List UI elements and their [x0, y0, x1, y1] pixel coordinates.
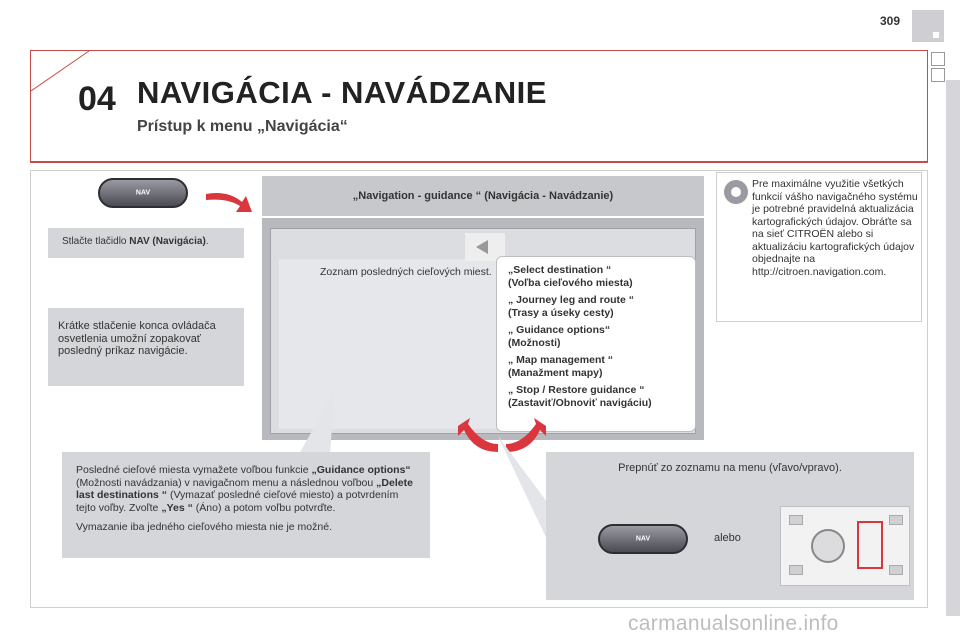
corner-dot [933, 32, 939, 38]
tip-text: Pre maximálne využitie všetkých funkcií vášho navigačného systému je potrebné pravidelná aktualizácia kartografických údajov. Obráťte sa na sieť CITROËN alebo si aktualizáciu kartografických údajov objednajte na http://citroen.navigation.com. [752, 178, 918, 278]
screen-title: „Navigation - guidance “ (Navigácia - Navádzanie) [262, 176, 704, 216]
side-marker-bottom [931, 68, 945, 82]
page-title: NAVIGÁCIA - NAVÁDZANIE [137, 75, 547, 110]
menu-item-sk: (Možnosti) [508, 337, 561, 349]
side-marker-top [931, 52, 945, 66]
menu-item-journey-leg[interactable] [508, 294, 698, 320]
text-run: Posledné cieľové miesta vymažete voľbou funkcie [76, 464, 312, 476]
callout-tail-left [290, 392, 340, 456]
menu-item-en: „ Journey leg and route “ [508, 294, 635, 306]
menu-item-guidance-options[interactable] [508, 324, 698, 350]
side-bar [946, 80, 960, 616]
nav-button-label: NAV [635, 535, 651, 543]
menu-item-en: „ Guidance options“ [508, 324, 611, 336]
delete-note-paragraph-2: Vymazanie iba jedného cieľového miesta nie je možné. [76, 521, 332, 533]
text-run: (Vymazať posledné cieľové miesto) a potvrdením tejto voľby. Zvoľte [76, 489, 399, 514]
menu-item-en: „ Stop / Restore guidance “ [508, 384, 645, 396]
nav-button-label: NAV [135, 189, 151, 197]
dash-highlight [857, 521, 883, 569]
dash-button [789, 515, 803, 525]
dash-button [789, 565, 803, 575]
short-press-note: Krátke stlačenie konca ovládača osvetlenia umožní zopakovať posledný príkaz navigácie. [48, 308, 244, 386]
text-run-bold: „Delete last destinations “ [76, 476, 413, 501]
press-instruction-suffix: . [205, 236, 209, 247]
menu-item-select-destination[interactable] [508, 264, 698, 290]
pointer-arrow-icon [204, 188, 256, 218]
nav-button-image [98, 178, 188, 208]
recent-destinations-label: Zoznam posledných cieľových miest. [320, 266, 492, 278]
menu-item-map-management[interactable] [508, 354, 698, 380]
sun-icon [724, 180, 748, 204]
text-run: (Áno) a potom voľbu potvrďte. [192, 501, 336, 514]
page-subtitle: Prístup k menu „Navigácia“ [137, 118, 348, 135]
back-arrow-icon [476, 240, 488, 254]
menu-item-sk: (Manažment mapy) [508, 367, 603, 379]
dash-button [889, 565, 903, 575]
watermark: carmanualsonline.info [628, 612, 839, 635]
sun-core [731, 187, 741, 197]
menu-item-stop-restore[interactable] [508, 384, 698, 410]
menu-item-sk: (Trasy a úseky cesty) [508, 307, 614, 319]
chapter-number: 04 [78, 80, 116, 118]
menu-item-sk: (Zastaviť/Obnoviť navigáciu) [508, 397, 652, 409]
dash-dial-icon [811, 529, 845, 563]
delete-destinations-note [62, 452, 430, 558]
press-instruction-bold: NAV (Navigácia) [129, 236, 206, 247]
text-run-bold: „Guidance options“ [311, 464, 411, 476]
menu-item-en: „Select destination “ [508, 264, 612, 276]
corner-tab [912, 10, 944, 42]
delete-note-paragraph-1 [76, 464, 416, 514]
dashboard-controls-image [780, 506, 910, 586]
callout-tail-right [498, 436, 550, 546]
text-run-bold: „Yes “ [161, 501, 193, 514]
text-run: (Možnosti navádzania) v navigačnom menu a následnou voľbou [76, 476, 377, 489]
toggle-note-text: Prepnúť zo zoznamu na menu (vľavo/vpravo). [618, 462, 842, 474]
or-label: alebo [714, 532, 741, 544]
press-instruction-prefix: Stlačte tlačidlo [62, 236, 130, 247]
menu-item-sk: (Voľba cieľového miesta) [508, 277, 633, 289]
dash-button [889, 515, 903, 525]
nav-button-image-2 [598, 524, 688, 554]
press-instruction [48, 228, 244, 258]
page-number: 309 [880, 14, 901, 28]
navigation-menu-list [508, 264, 698, 414]
menu-item-en: „ Map management “ [508, 354, 614, 366]
